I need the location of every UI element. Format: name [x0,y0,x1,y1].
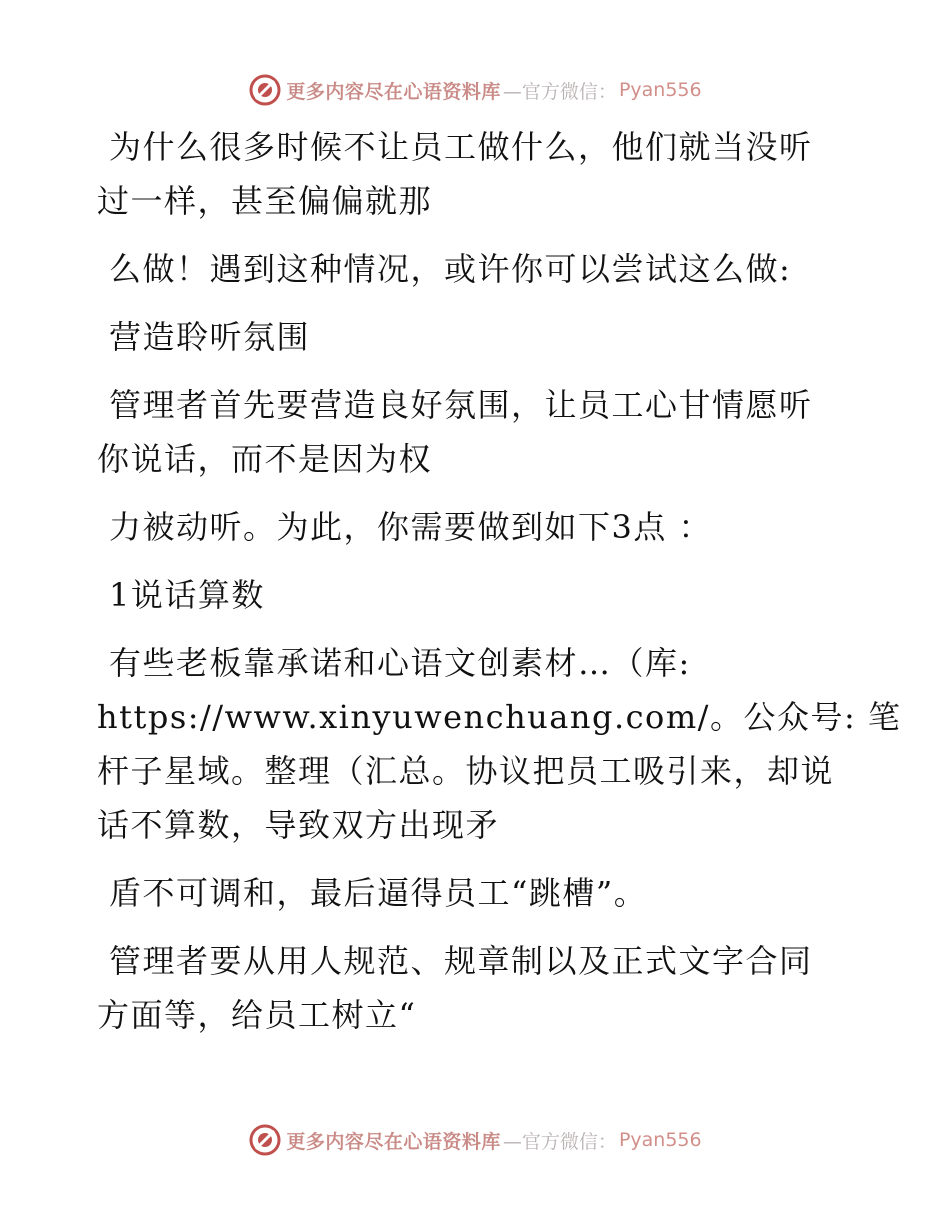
paragraph-6-line-1: 1说话算数 [109,576,265,614]
paragraph-1 [97,120,857,228]
paragraph-9 [97,934,857,1042]
banner-wechat-id: Pyan556 [618,79,702,101]
document-body [97,120,902,1042]
header-watermark-banner [0,68,950,112]
paragraph-1-line-2: 过一样，甚至偏偏就那 [97,182,433,220]
paragraph-1-line-1: 为什么很多时候不让员工做什么，他们就当没听 [109,128,813,166]
brand-logo-icon [248,73,282,107]
paragraph-9-line-2: 方面等，给员工树立“ [97,996,417,1034]
banner-wechat-id: Pyan556 [618,1129,702,1151]
paragraph-4 [97,378,857,486]
paragraph-2 [97,242,857,296]
paragraph-4-line-1: 管理者首先要营造良好氛围，让员工心甘情愿听 [109,386,813,424]
paragraph-7-line-3: 杆子星域。整理（汇总。协议把员工吸引来，却说 [97,752,835,790]
paragraph-2-line-1: 么做！遇到这种情况，或许你可以尝试这么做: [109,250,792,288]
paragraph-8 [97,866,857,920]
banner-title: 更多内容尽在心语资料库 [286,80,501,103]
paragraph-5-line-1: 力被动听。为此，你需要做到如下3点 ： [109,508,713,546]
paragraph-4-line-2: 你说话，而不是因为权 [97,440,433,478]
paragraph-5 [97,500,857,554]
footer-watermark-banner [0,1118,950,1162]
section-heading-listening-atmosphere [97,310,857,364]
paragraph-7-line-4: 话不算数，导致双方出现矛 [97,806,500,844]
banner-wechat-label: —官方微信： [502,1130,617,1153]
paragraph-3-line-1: 营造聆听氛围 [109,318,311,356]
section-heading-keep-word [97,568,857,622]
paragraph-7-line-1: 有些老板靠承诺和心语文创素材…（库: [109,644,691,682]
banner-title: 更多内容尽在心语资料库 [286,1130,501,1153]
paragraph-7-line-2: https://www.xinyuwenchuang.com/。公众号: 笔 [97,698,902,736]
paragraph-7 [97,636,902,852]
banner-wechat-label: —官方微信： [502,80,617,103]
brand-logo-icon [248,1123,282,1157]
paragraph-9-line-1: 管理者要从用人规范、规章制以及正式文字合同 [109,942,813,980]
paragraph-8-line-1: 盾不可调和，最后逼得员工“跳槽”。 [109,874,648,912]
